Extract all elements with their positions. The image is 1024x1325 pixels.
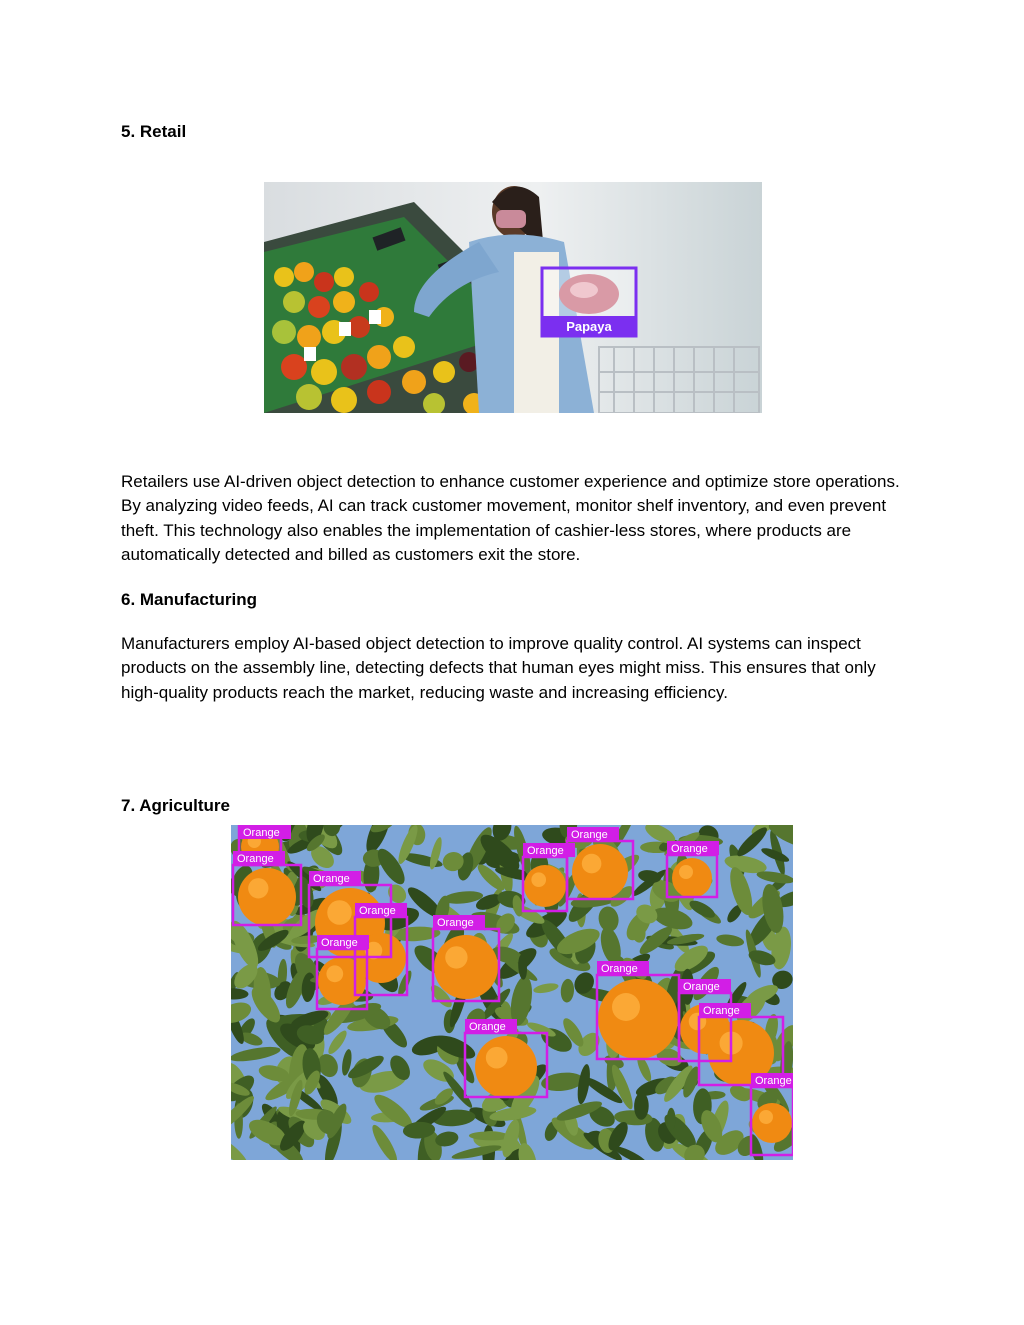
orange-highlight	[612, 993, 640, 1021]
section-heading-retail: 5. Retail	[121, 122, 187, 141]
orange-detection-label: Orange	[671, 843, 708, 855]
orange-highlight	[759, 1110, 773, 1124]
leaf	[667, 1108, 676, 1131]
orange-detection-label: Orange	[243, 827, 280, 839]
manufacturing-paragraph: Manufacturers employ AI-based object detection to improve quality control. AI systems can inspect products on the assembly line, detecting defects that human eyes might miss. This ensures that only high-quality products reach the market, reducing waste and increasing efficiency.	[121, 634, 876, 702]
orange-detection-label: Orange	[321, 937, 358, 949]
orange-detection-label: Orange	[571, 829, 608, 841]
orange-detection-label: Orange	[437, 917, 474, 929]
retail-paragraph: Retailers use AI-driven object detection to enhance customer experience and optimize store operations. By analyzing video feeds, AI can track customer movement, monitor shelf inventory, and even prevent theft. This technology also enables the implementation of cashier-less stores, where products are automatically detected and billed as customers exit the store.	[121, 472, 900, 564]
orange-fruit	[598, 979, 678, 1059]
orange-detection-label: Orange	[683, 981, 720, 993]
orange-detection-label: Orange	[469, 1021, 506, 1033]
orange-highlight	[582, 854, 602, 874]
orange-highlight	[486, 1047, 508, 1069]
papaya-detection-box	[542, 268, 636, 336]
orange-fruit	[524, 865, 566, 907]
orange-detection-label: Orange	[703, 1005, 740, 1017]
orange-detection-label: Orange	[527, 845, 564, 857]
orange-fruit	[238, 868, 296, 926]
orange-detection-label: Orange	[237, 853, 274, 865]
orange-highlight	[327, 900, 352, 925]
papaya-label: Papaya	[566, 319, 612, 334]
section-heading-agriculture: 7. Agriculture	[121, 796, 230, 815]
orange-fruit	[434, 935, 498, 999]
orange-detection-label: Orange	[313, 873, 350, 885]
orange-detection-label: Orange	[601, 963, 638, 975]
orange-highlight	[445, 946, 467, 968]
orange-detection-label: Orange	[755, 1075, 792, 1087]
retail-detection-image	[264, 182, 762, 413]
orange-highlight	[679, 865, 693, 879]
orange-highlight	[531, 872, 546, 887]
orange-fruit	[752, 1103, 792, 1143]
orange-detection-image	[231, 825, 793, 1160]
section-heading-manufacturing: 6. Manufacturing	[121, 590, 258, 609]
orange-highlight	[248, 878, 268, 898]
orange-highlight	[326, 965, 343, 982]
orange-fruit	[572, 844, 628, 900]
orange-fruit	[318, 957, 366, 1005]
orange-fruit	[475, 1036, 537, 1098]
orange-fruit	[672, 858, 712, 898]
orange-detection-label: Orange	[359, 905, 396, 917]
